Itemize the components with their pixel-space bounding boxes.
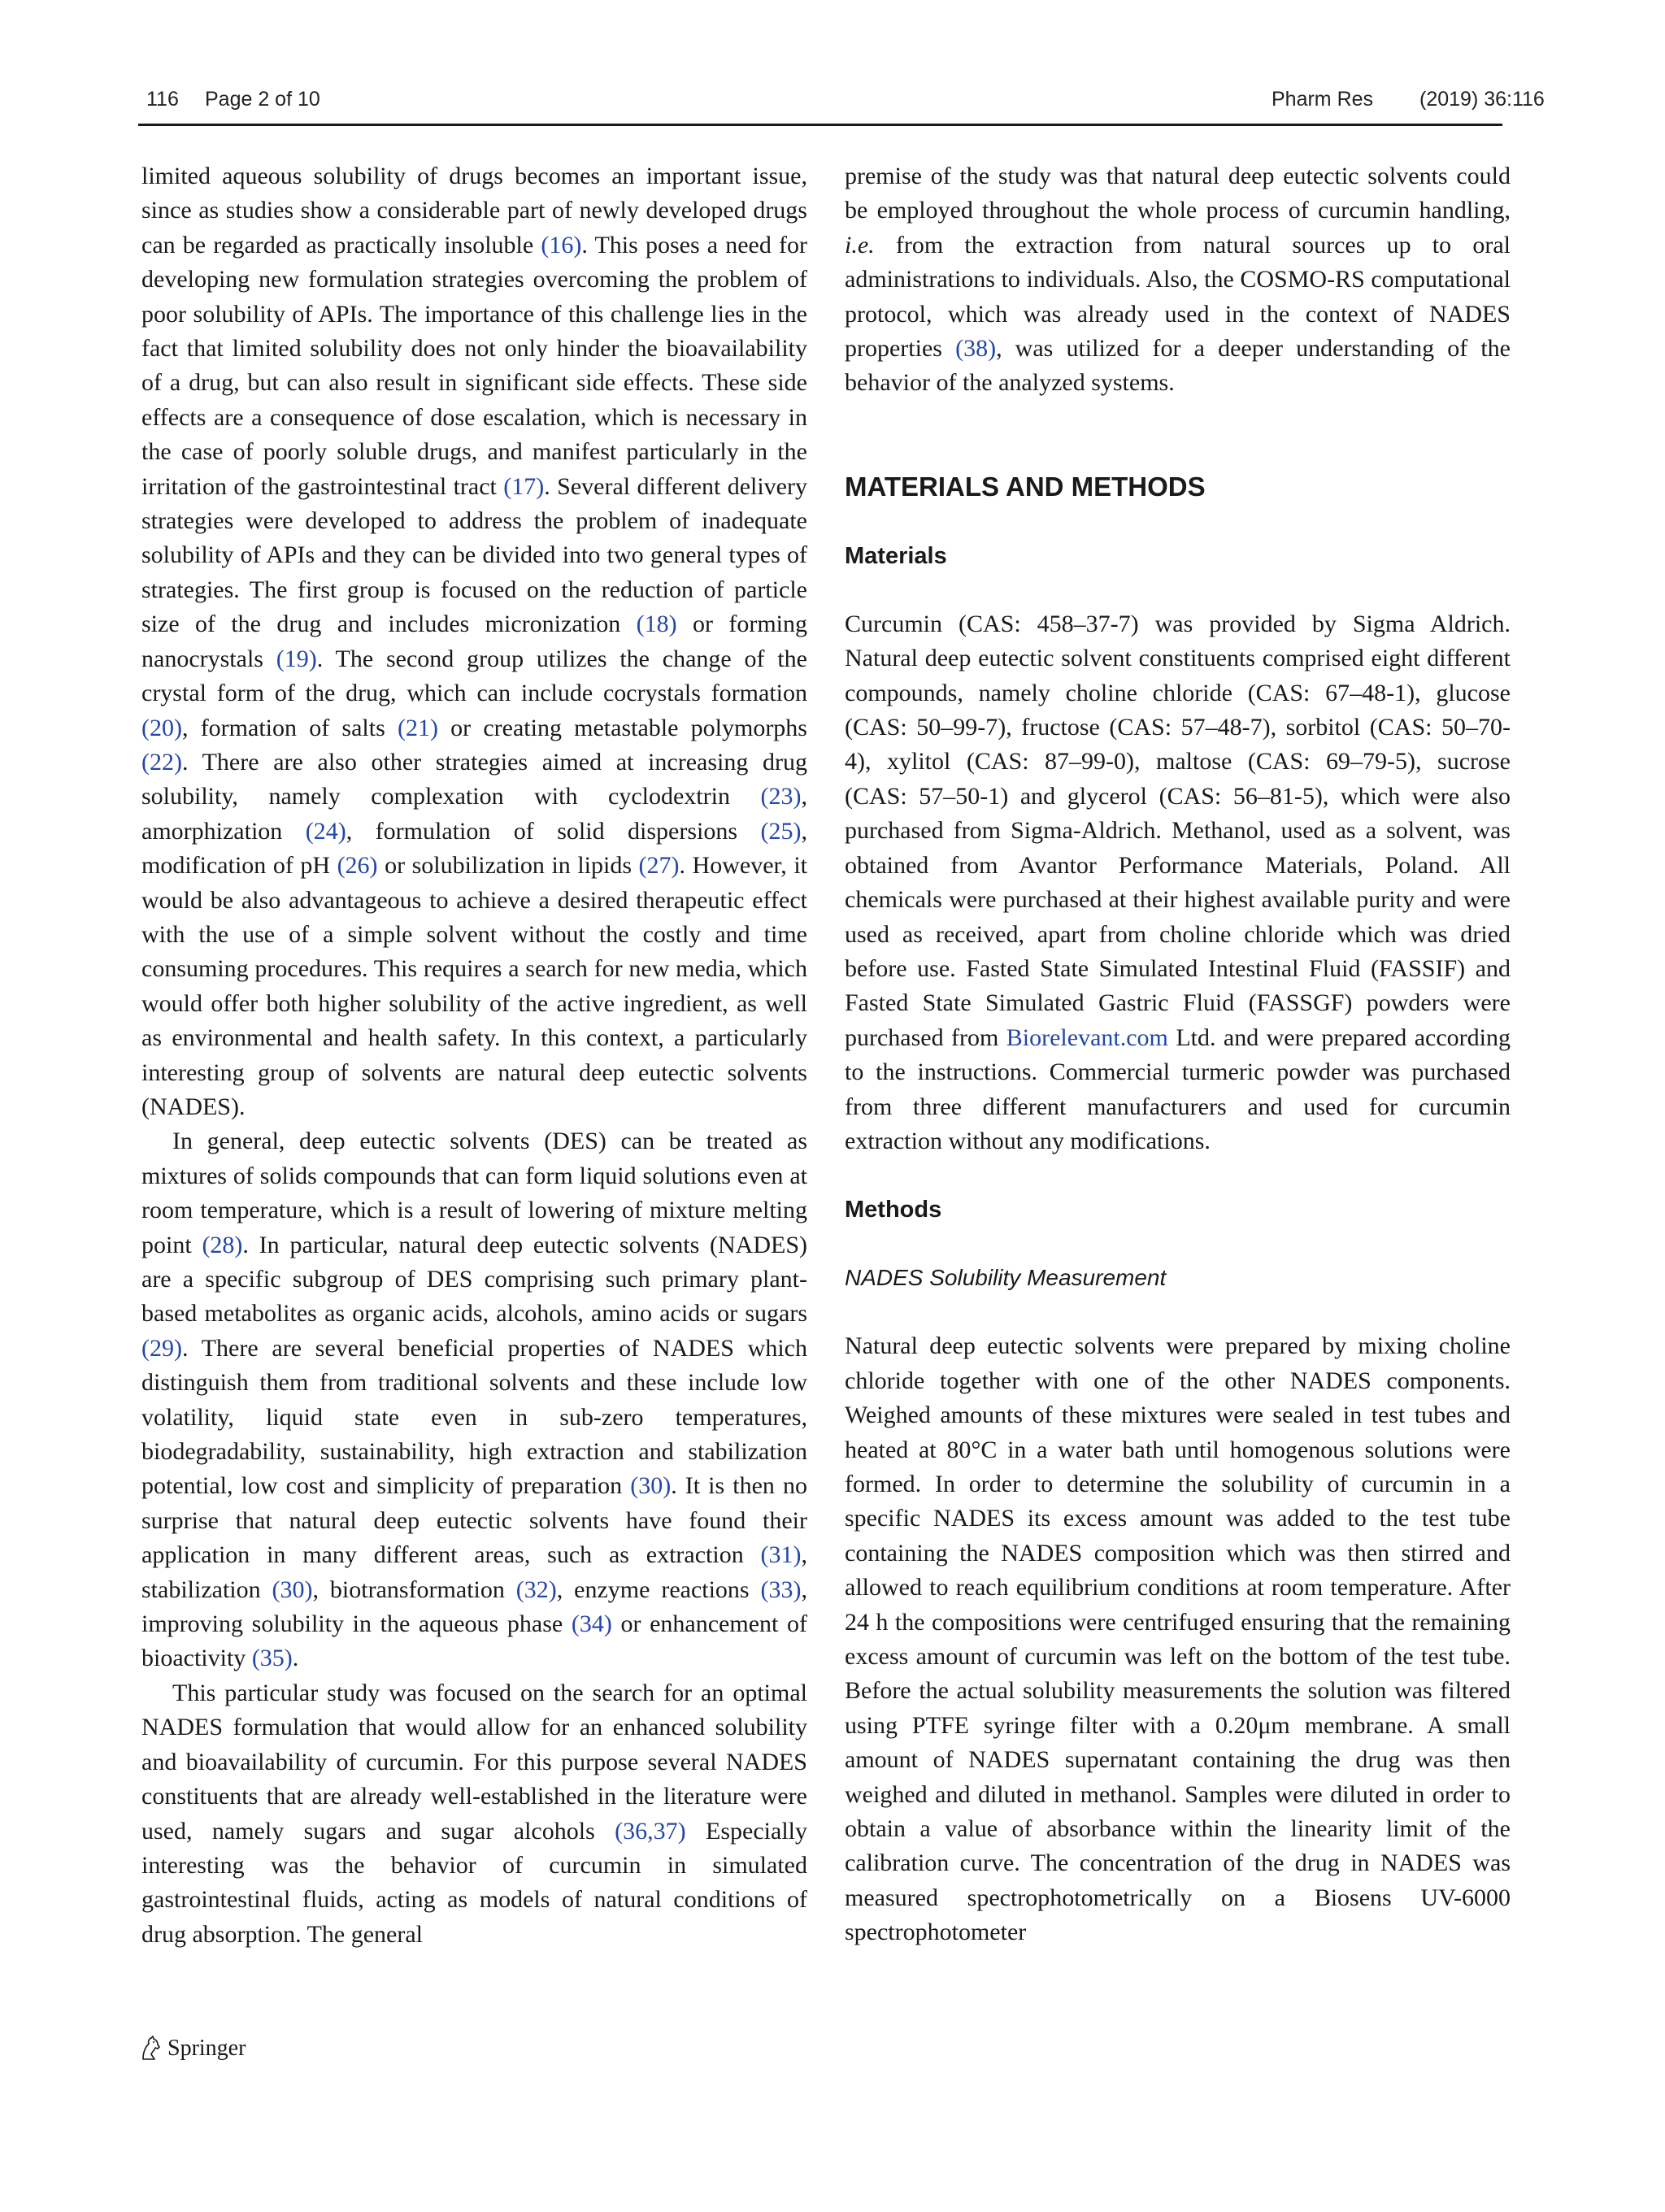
citation-link[interactable]: (31) [760,1541,802,1569]
citation-link[interactable]: (29) [141,1334,182,1362]
subsection-heading: Methods [845,1197,942,1223]
citation-link[interactable]: (24) [305,817,346,845]
citation-link[interactable]: (18) [636,611,677,638]
citation-link[interactable]: (38) [955,335,997,363]
biorelevant-link[interactable]: Biorelevant.com [1006,1023,1168,1051]
subsection-heading: Materials [845,542,947,569]
citation-link[interactable]: (35) [251,1645,293,1672]
citation-link[interactable]: (30) [272,1575,313,1603]
journal-citation: (2019) 36:116 [1419,88,1545,111]
citation-link[interactable]: (19) [276,645,317,672]
publisher-footer [138,2032,246,2065]
citation-link[interactable]: (28) [202,1231,243,1258]
citation-link[interactable]: (17) [503,472,545,500]
citation-link[interactable]: (21) [397,714,438,741]
paragraph-methods: Natural deep eutectic solvents were prepared by mixing choline chloride together with one of the other NADES components. Weighed amounts of these mixtures were sealed in test tubes and heated at 80°C in a water bath until homogenous solutions were formed. In order to determine the solubility of curcumin in a specific NADES its excess amount was added to the test tube containing the NADES composition which was then stirred and allowed to reach equilibrium conditions at room temperature. After 24 h the compositions were centrifuged ensuring that the remaining excess amount of curcumin was left on the bottom of the test tube. Before the actual solubility measurements the solution was filtered using PTFE syringe filter with a 0.20μm membrane. A small amount of NADES supernatant containing the drug was then weighed and diluted in methanol. Samples were diluted in order to obtain a value of absorbance within the linearity limit of the calibration curve. The concentration of the drug in NADES was measured spectrophotometrically on a Biosens UV-6000 spectrophotometer [845,1332,1511,1946]
publisher-name: Springer [167,2036,246,2061]
springer-horse-icon [138,2036,163,2062]
subsubsection-heading: NADES Solubility Measurement [845,1265,1167,1291]
journal-name: Pharm Res [1272,88,1374,111]
paragraph-intro-2: In general, deep eutectic solvents (DES) can be treated as mixtures of solids compounds that can form liquid solutions even at room temperature, which is a result of lowering of mixture melting point (28). In particular, natural deep eutectic solvents (NADES) are a specific subgroup of DES comprising such primary plant-based metabolites as organic acids, alcohols, amino acids or sugars (29). There are several beneficial properties of NADES which distinguish them from traditional solvents and these include low volatility, liquid state even in sub-zero temperatures, biodegradability, sustainability, high extraction and stabilization potential, low cost and simplicity of preparation (30). It is then no surprise that natural deep eutectic solvents have found their application in many different areas, such as extraction (31), stabilization (30), biotransformation (32), enzyme reactions (33), improving solubility in the aqueous phase (34) or enhancement of bioactivity (35). [141,1128,807,1672]
paragraph-intro-3: This particular study was focused on the search for an optimal NADES formulation that would allow for an enhanced solubility and bioavailability of curcumin. For this purpose several NADES constituents that are already well-established in the literature were used, namely sugars and sugar alcohols (36,37) Especially interesting was the behavior of curcumin in simulated gastrointestinal fluids, acting as models of natural conditions of drug absorption. The general [141,1679,807,1948]
citation-link[interactable]: (25) [760,817,802,845]
left-column [141,159,807,1952]
citation-link[interactable]: (22) [141,748,182,776]
running-header [138,88,1545,125]
section-heading: MATERIALS AND METHODS [845,471,1206,502]
citation-link[interactable]: (33) [760,1575,802,1603]
header-rule [138,124,1502,126]
page-of: Page 2 of 10 [205,88,320,111]
citation-link[interactable]: (27) [638,852,680,880]
citation-link[interactable]: (26) [337,852,378,880]
citation-link[interactable]: (36,37) [615,1817,686,1845]
paragraph-intro-1: limited aqueous solubility of drugs becomes an important issue, since as studies show a considerable part of newly developed drugs can be regarded as practically insoluble (16). This poses a need for developing new formulation strategies overcoming the problem of poor solubility of APIs. The importance of this challenge lies in the fact that limited solubility does not only hinder the bioavailability of a drug, but can also result in significant side effects. These side effects are a consequence of dose escalation, which is necessary in the case of poorly soluble drugs, and manifest particularly in the irritation of the gastrointestinal tract (17). Several different delivery strategies were developed to address the problem of inadequate solubility of APIs and they can be divided into two general types of strategies. The first group is focused on the reduction of particle size of the drug and includes micronization (18) or forming nanocrystals (19). The second group utilizes the change of the crystal form of the drug, which can include cocrystals formation (20), formation of salts (21) or creating metastable polymorphs (22). There are also other strategies aimed at increasing drug solubility, namely complexation with cyclodextrin (23), amorphization (24), formulation of solid dispersions (25), modification of pH (26) or solubilization in lipids (27). However, it would be also advantageous to achieve a desired therapeutic effect with the use of a simple solvent without the costly and time consuming procedures. This requires a search for new media, which would offer both higher solubility of the active ingredient, as well as environmental and health safety. In this context, a particularly interesting group of solvents are natural deep eutectic solvents (NADES). [141,163,808,1120]
citation-link[interactable]: (23) [760,783,802,810]
citation-link[interactable]: (34) [571,1610,612,1638]
citation-link[interactable]: (30) [630,1472,672,1500]
citation-link[interactable]: (20) [141,714,182,741]
right-column [845,159,1511,1950]
paragraph-intro-4: premise of the study was that natural deep eutectic solvents could be employed throughout the whole process of curcumin handling, i.e. from the extraction from natural sources up to oral administrations to individuals. Also, the COSMO-RS computational protocol, which was already used in the context of NADES properties (38), was utilized for a deeper understanding of the behavior of the analyzed systems. [845,163,1511,397]
citation-link[interactable]: (32) [515,1575,557,1603]
paragraph-materials: Curcumin (CAS: 458–37-7) was provided by Sigma Aldrich. Natural deep eutectic solvent constituents comprised eight different compounds, namely choline chloride (CAS: 67–48-1), glucose (CAS: 50–99-7), fructose (CAS: 57–48-7), sorbitol (CAS: 50–70-4), xylitol (CAS: 87–99-0), maltose (CAS: 69–79-5), sucrose (CAS: 57–50-1) and glycerol (CAS: 56–81-5), which were also purchased from Sigma-Aldrich. Methanol, used as a solvent, was obtained from Avantor Performance Materials, Poland. All chemicals were purchased at their highest available purity and were used as received, apart from choline chloride which was dried before use. Fasted State Simulated Intestinal Fluid (FASSIF) and Fasted State Simulated Gastric Fluid (FASSGF) powders were purchased from Biorelevant.com Ltd. and were prepared according to the instructions. Commercial turmeric powder was purchased from three different manufacturers and used for curcumin extraction without any modifications. [845,610,1511,1154]
citation-link[interactable]: (16) [541,231,582,259]
page-number: 116 [146,88,179,111]
